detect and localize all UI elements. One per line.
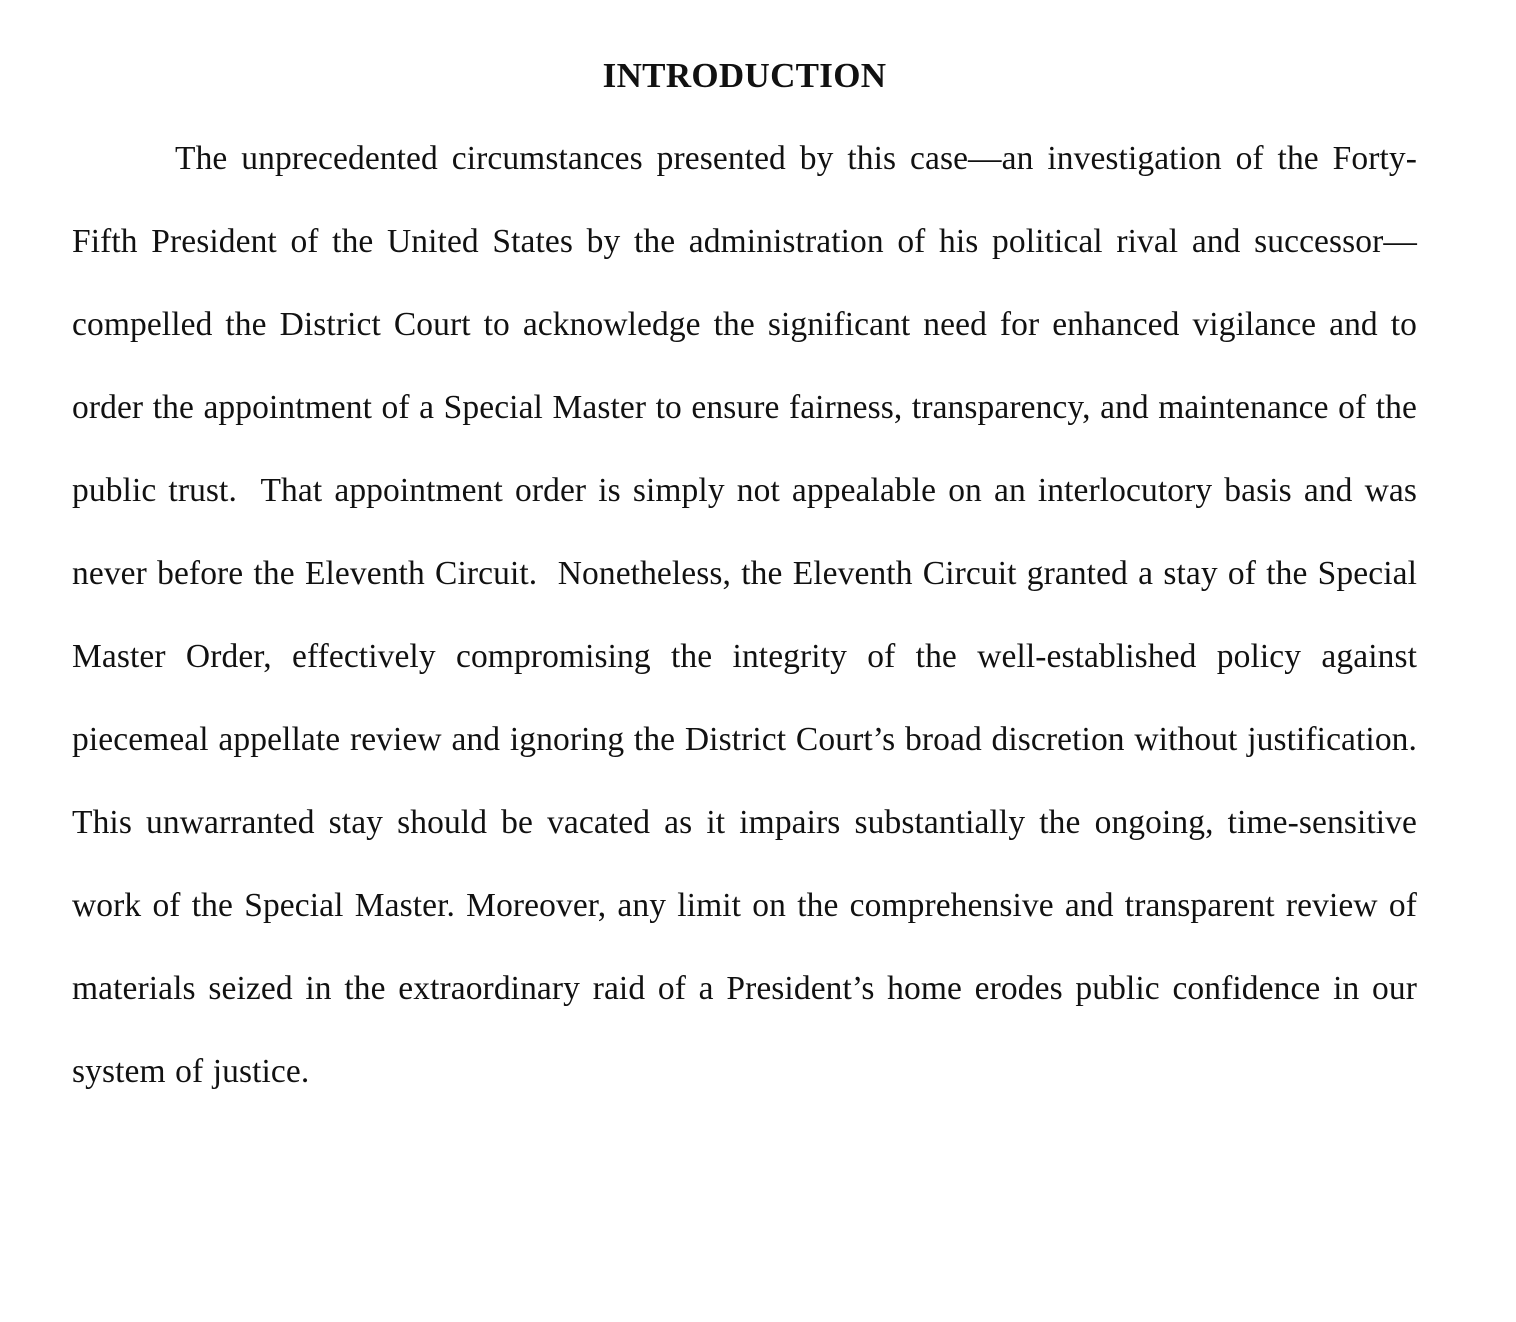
introduction-paragraph: The unprecedented circumstances presented by this case—an investigation of the Forty-Fifth President of the United States by the administration of his political rival and successor—compelled the District Court to acknowledge the significant need for enhanced vigilance and to order the appointment of a Special Master to ensure fairness, transparency, and maintenance of the public trust. That appointment order is simply not appealable on an interlocutory basis and was never before the Eleventh Circuit. Nonetheless, the Eleventh Circuit granted a stay of the Special Master Order, effectively compromising the integrity of the well-established policy against piecemeal appellate review and ignoring the District Court’s broad discretion without justification. This unwarranted stay should be vacated as it impairs substantially the ongoing, time-sensitive work of the Special Master. Moreover, any limit on the comprehensive and transparent review of materials seized in the extraordinary raid of a President’s home erodes public confidence in our system of justice. <box>72 140 1417 1090</box>
section-heading: INTRODUCTION <box>602 56 887 95</box>
document-page <box>72 0 1417 1113</box>
